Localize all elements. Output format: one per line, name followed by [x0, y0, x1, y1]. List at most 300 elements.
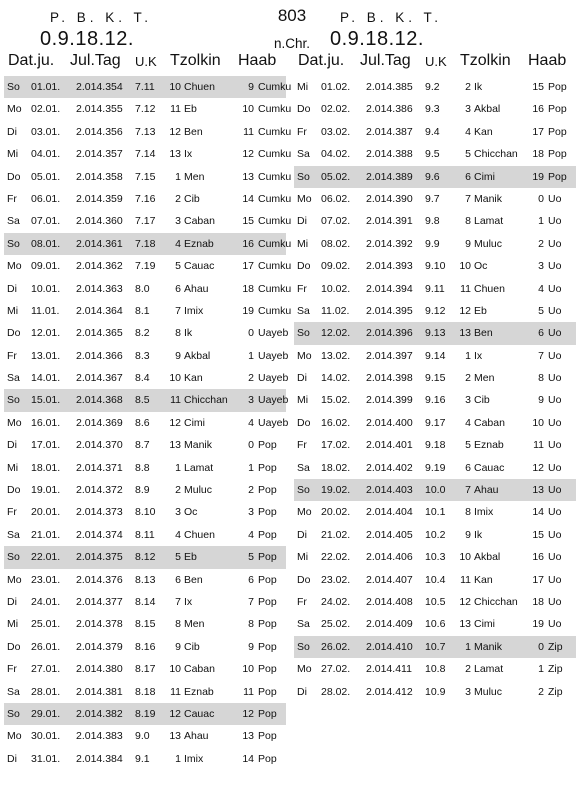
cell-weekday: Fr	[7, 663, 17, 676]
cell-date: 05.02.	[321, 170, 351, 183]
cell-weekday: Mo	[7, 416, 22, 429]
cell-julian-day: 2.014.400	[366, 416, 413, 429]
cell-julian-day: 2.014.407	[366, 573, 413, 586]
table-row	[4, 434, 286, 456]
cell-tzolkin-number: 13	[169, 730, 181, 743]
cell-uk: 9.10	[425, 260, 446, 273]
cell-julian-day: 2.014.405	[366, 528, 413, 541]
cell-tzolkin-name: Chuen	[184, 528, 215, 541]
cell-date: 14.02.	[321, 372, 351, 385]
cell-tzolkin-name: Cib	[474, 394, 490, 407]
cell-date: 04.02.	[321, 148, 351, 161]
cell-haab-month: Cumku	[258, 215, 292, 228]
cell-weekday: Mo	[297, 506, 312, 519]
cell-tzolkin-number: 6	[175, 573, 181, 586]
table-row	[294, 300, 576, 322]
cell-julian-day: 2.014.385	[366, 81, 413, 93]
cell-uk: 10.3	[425, 551, 446, 564]
cell-haab-number: 15	[532, 528, 544, 541]
cell-tzolkin-number: 10	[459, 260, 471, 273]
table-row	[294, 278, 576, 300]
cell-haab-number: 4	[248, 528, 254, 541]
cell-uk: 8.13	[135, 573, 156, 586]
cell-date: 06.02.	[321, 192, 351, 205]
cell-julian-day: 2.014.363	[76, 282, 123, 295]
cell-julian-day: 2.014.387	[366, 125, 413, 138]
cell-tzolkin-number: 6	[465, 461, 471, 474]
table-row	[4, 76, 292, 98]
cell-tzolkin-name: Imix	[474, 506, 494, 519]
cell-uk: 8.3	[135, 349, 150, 362]
cell-tzolkin-number: 3	[175, 506, 181, 519]
cell-tzolkin-number: 9	[175, 349, 181, 362]
cell-haab-number: 13	[242, 170, 254, 183]
cell-haab-month: Pop	[258, 528, 277, 541]
table-row	[4, 389, 289, 411]
cell-haab-number: 11	[533, 439, 544, 452]
cell-haab-number: 3	[248, 506, 254, 519]
cell-haab-month: Uo	[548, 528, 562, 541]
table-row	[294, 76, 576, 98]
cell-haab-number: 2	[248, 372, 254, 385]
table-row	[4, 703, 286, 725]
cell-tzolkin-name: Manik	[184, 439, 213, 452]
cell-tzolkin-name: Eznab	[474, 439, 504, 452]
cell-date: 16.01.	[31, 416, 61, 429]
cell-tzolkin-name: Ben	[474, 327, 493, 340]
cell-julian-day: 2.014.386	[366, 103, 413, 116]
cell-tzolkin-name: Caban	[474, 416, 505, 429]
table-row	[4, 501, 286, 523]
cell-weekday: Fr	[297, 282, 307, 295]
cell-uk: 8.18	[135, 685, 156, 698]
cell-haab-number: 16	[242, 237, 254, 250]
cell-uk: 10.8	[425, 663, 446, 676]
cell-haab-month: Cumku	[258, 260, 292, 273]
cell-julian-day: 2.014.367	[76, 372, 123, 385]
cell-uk: 8.11	[135, 528, 155, 541]
cell-uk: 9.4	[425, 125, 440, 138]
table-row	[294, 501, 576, 523]
table-row	[294, 389, 576, 411]
cell-haab-number: 0	[538, 640, 544, 653]
cell-haab-number: 10	[242, 663, 254, 676]
cell-julian-day: 2.014.357	[76, 148, 123, 161]
cell-uk: 8.5	[135, 394, 150, 407]
cell-weekday: So	[297, 327, 310, 340]
long-count-label: P. B. K. T.	[340, 10, 443, 25]
cell-uk: 9.5	[425, 148, 440, 161]
cell-tzolkin-number: 5	[175, 260, 181, 273]
table-row	[294, 143, 576, 165]
cell-date: 07.01.	[31, 215, 61, 228]
table-row	[294, 681, 576, 703]
cell-date: 17.02.	[321, 439, 351, 452]
cell-tzolkin-name: Cib	[184, 640, 200, 653]
cell-tzolkin-number: 13	[169, 148, 181, 161]
cell-haab-month: Zip	[548, 663, 563, 676]
cell-uk: 7.14	[135, 148, 156, 161]
cell-uk: 8.6	[135, 416, 150, 429]
cell-date: 19.02.	[321, 484, 351, 497]
cell-haab-number: 18	[532, 595, 544, 608]
cell-date: 11.02.	[321, 304, 350, 317]
cell-weekday: Di	[7, 282, 17, 295]
cell-tzolkin-name: Chicchan	[474, 595, 518, 608]
cell-weekday: Mo	[7, 103, 22, 116]
cell-haab-number: 3	[248, 394, 254, 407]
cell-tzolkin-number: 9	[175, 640, 181, 653]
cell-tzolkin-number: 12	[169, 125, 181, 138]
cell-weekday: Mi	[7, 618, 19, 631]
cell-uk: 8.12	[135, 551, 156, 564]
cell-julian-day: 2.014.379	[76, 640, 123, 653]
cell-uk: 7.17	[135, 215, 156, 228]
cell-julian-day: 2.014.401	[366, 439, 413, 452]
cell-tzolkin-number: 2	[465, 663, 471, 676]
header-haab: Haab	[528, 52, 567, 69]
cell-haab-number: 4	[538, 282, 544, 295]
cell-uk: 9.3	[425, 103, 440, 116]
cell-haab-month: Pop	[548, 103, 567, 116]
cell-haab-month: Zip	[548, 640, 563, 653]
cell-haab-month: Uayeb	[258, 394, 289, 407]
table-row	[294, 188, 576, 210]
cell-tzolkin-name: Muluc	[474, 237, 503, 250]
cell-uk: 7.15	[135, 170, 156, 183]
cell-tzolkin-name: Ben	[184, 125, 203, 138]
cell-julian-day: 2.014.358	[76, 170, 123, 183]
long-count-label: P. B. K. T.	[50, 10, 153, 25]
cell-haab-number: 19	[532, 170, 544, 183]
era-label: n.Chr.	[273, 36, 311, 51]
cell-julian-day: 2.014.399	[366, 394, 413, 407]
cell-uk: 9.7	[425, 192, 440, 205]
cell-weekday: Sa	[7, 215, 20, 228]
cell-julian-day: 2.014.404	[366, 506, 413, 519]
cell-date: 23.01.	[31, 573, 61, 586]
cell-tzolkin-number: 2	[175, 484, 181, 497]
table-row	[4, 479, 286, 501]
cell-haab-number: 17	[242, 260, 254, 273]
table-row	[4, 636, 286, 658]
cell-julian-day: 2.014.391	[366, 215, 413, 228]
cell-weekday: Mi	[297, 237, 309, 250]
cell-tzolkin-name: Eznab	[184, 685, 214, 698]
cell-julian-day: 2.014.378	[76, 618, 123, 631]
cell-date: 21.02.	[321, 528, 351, 541]
table-row	[4, 255, 292, 277]
cell-uk: 8.15	[135, 618, 156, 631]
cell-julian-day: 2.014.356	[76, 125, 123, 138]
cell-tzolkin-number: 3	[465, 685, 471, 698]
cell-tzolkin-name: Cimi	[474, 618, 495, 631]
cell-tzolkin-number: 11	[460, 282, 471, 295]
cell-date: 12.02.	[321, 327, 351, 340]
cell-haab-number: 3	[538, 260, 544, 273]
cell-weekday: Fr	[297, 125, 307, 138]
table-row	[294, 166, 576, 188]
cell-tzolkin-number: 11	[460, 573, 471, 586]
cell-weekday: Fr	[7, 192, 17, 205]
cell-tzolkin-number: 1	[175, 170, 181, 183]
table-row	[294, 636, 576, 658]
cell-uk: 7.11	[135, 81, 155, 93]
cell-haab-month: Cumku	[258, 103, 292, 116]
table-row	[4, 412, 289, 434]
header-uk: U.K	[425, 54, 447, 69]
cell-julian-day: 2.014.397	[366, 349, 413, 362]
cell-haab-month: Pop	[258, 484, 277, 497]
table-row	[4, 457, 286, 479]
table-rows	[294, 76, 576, 703]
long-count-value: 0.9.18.12.	[40, 28, 134, 50]
cell-haab-number: 10	[242, 103, 254, 116]
cell-date: 26.02.	[321, 640, 351, 653]
cell-tzolkin-number: 10	[169, 663, 181, 676]
cell-julian-day: 2.014.384	[76, 752, 123, 765]
cell-uk: 7.16	[135, 192, 156, 205]
cell-julian-day: 2.014.361	[76, 237, 123, 250]
cell-tzolkin-name: Eb	[184, 551, 197, 564]
table-row	[294, 210, 576, 232]
cell-haab-month: Uo	[548, 237, 562, 250]
cell-tzolkin-number: 10	[459, 551, 471, 564]
header-julian-day: Jul.Tag	[70, 52, 121, 69]
cell-date: 27.02.	[321, 663, 351, 676]
cell-weekday: So	[297, 640, 310, 653]
table-row	[294, 121, 576, 143]
cell-tzolkin-number: 9	[465, 528, 471, 541]
table-row	[4, 658, 286, 680]
cell-haab-number: 9	[248, 81, 254, 93]
cell-tzolkin-name: Cauac	[184, 707, 215, 720]
table-row	[4, 188, 292, 210]
cell-tzolkin-number: 13	[169, 439, 181, 452]
cell-haab-month: Cumku	[258, 125, 292, 138]
cell-julian-day: 2.014.376	[76, 573, 123, 586]
cell-tzolkin-number: 6	[465, 170, 471, 183]
cell-date: 29.01.	[31, 707, 61, 720]
cell-haab-month: Pop	[548, 170, 567, 183]
cell-haab-month: Uo	[548, 573, 562, 586]
cell-julian-day: 2.014.393	[366, 260, 413, 273]
long-count-header	[294, 8, 576, 52]
cell-julian-day: 2.014.406	[366, 551, 413, 564]
cell-tzolkin-name: Cauac	[184, 260, 215, 273]
cell-weekday: Sa	[297, 618, 310, 631]
cell-date: 30.01.	[31, 730, 61, 743]
cell-tzolkin-number: 8	[465, 506, 471, 519]
cell-date: 31.01.	[31, 752, 61, 765]
cell-tzolkin-name: Eb	[474, 304, 487, 317]
cell-haab-number: 19	[242, 304, 254, 317]
header-haab: Haab	[238, 52, 277, 69]
table-row	[294, 591, 576, 613]
cell-haab-number: 2	[538, 685, 544, 698]
cell-tzolkin-name: Chuen	[184, 81, 215, 93]
cell-date: 08.01.	[31, 237, 61, 250]
cell-julian-day: 2.014.383	[76, 730, 123, 743]
table-row	[4, 278, 292, 300]
cell-tzolkin-number: 8	[465, 215, 471, 228]
cell-tzolkin-number: 7	[175, 304, 181, 317]
cell-haab-number: 12	[242, 707, 254, 720]
cell-tzolkin-number: 11	[170, 103, 181, 116]
cell-date: 03.01.	[31, 125, 61, 138]
cell-tzolkin-number: 11	[170, 394, 181, 407]
cell-tzolkin-name: Ix	[184, 148, 193, 161]
cell-uk: 8.9	[135, 484, 150, 497]
cell-weekday: Sa	[7, 528, 20, 541]
cell-haab-number: 16	[532, 103, 544, 116]
cell-uk: 8.1	[135, 304, 150, 317]
cell-weekday: Do	[297, 103, 311, 116]
cell-date: 24.01.	[31, 595, 61, 608]
cell-uk: 9.12	[425, 304, 446, 317]
cell-julian-day: 2.014.375	[76, 551, 123, 564]
cell-uk: 9.18	[425, 439, 446, 452]
cell-haab-month: Uayeb	[258, 349, 289, 362]
cell-tzolkin-name: Cimi	[474, 170, 495, 183]
cell-haab-number: 0	[248, 327, 254, 340]
cell-tzolkin-number: 7	[175, 595, 181, 608]
cell-haab-month: Uayeb	[258, 327, 289, 340]
cell-weekday: Mi	[297, 81, 309, 93]
table-row	[4, 681, 286, 703]
cell-uk: 9.1	[135, 752, 150, 765]
cell-uk: 9.17	[425, 416, 446, 429]
cell-date: 07.02.	[321, 215, 351, 228]
cell-tzolkin-name: Chicchan	[184, 394, 228, 407]
cell-julian-day: 2.014.395	[366, 304, 413, 317]
cell-haab-number: 0	[248, 439, 254, 452]
cell-julian-day: 2.014.366	[76, 349, 123, 362]
cell-uk: 7.12	[135, 103, 156, 116]
cell-haab-month: Uo	[548, 372, 562, 385]
cell-haab-month: Pop	[258, 573, 277, 586]
cell-weekday: Mo	[297, 349, 312, 362]
cell-tzolkin-name: Cib	[184, 192, 200, 205]
cell-date: 10.01.	[31, 282, 61, 295]
cell-tzolkin-name: Manik	[474, 192, 503, 205]
cell-haab-number: 10	[532, 416, 544, 429]
cell-tzolkin-number: 7	[465, 192, 471, 205]
cell-weekday: Do	[297, 260, 311, 273]
cell-uk: 10.6	[425, 618, 446, 631]
cell-tzolkin-name: Men	[184, 170, 205, 183]
table-row	[4, 569, 286, 591]
cell-tzolkin-name: Imix	[184, 304, 204, 317]
cell-weekday: Do	[7, 640, 21, 653]
cell-tzolkin-name: Eb	[184, 103, 197, 116]
table-row	[4, 367, 289, 389]
cell-haab-month: Cumku	[258, 282, 292, 295]
cell-uk: 10.5	[425, 595, 446, 608]
cell-uk: 9.16	[425, 394, 446, 407]
cell-date: 22.02.	[321, 551, 351, 564]
cell-uk: 10.2	[425, 528, 446, 541]
cell-julian-day: 2.014.362	[76, 260, 123, 273]
cell-date: 08.02.	[321, 237, 351, 250]
cell-julian-day: 2.014.377	[76, 595, 123, 608]
cell-julian-day: 2.014.365	[76, 327, 123, 340]
cell-date: 19.01.	[31, 484, 61, 497]
cell-date: 09.02.	[321, 260, 351, 273]
cell-tzolkin-name: Akbal	[184, 349, 211, 362]
cell-tzolkin-number: 12	[459, 595, 471, 608]
cell-tzolkin-number: 1	[175, 752, 181, 765]
cell-weekday: Sa	[297, 304, 310, 317]
cell-tzolkin-number: 13	[459, 618, 471, 631]
cell-julian-day: 2.014.390	[366, 192, 413, 205]
cell-haab-month: Cumku	[258, 237, 292, 250]
cell-tzolkin-name: Ik	[474, 528, 483, 541]
cell-weekday: So	[7, 707, 20, 720]
table-row	[294, 569, 576, 591]
cell-tzolkin-name: Akbal	[474, 551, 501, 564]
cell-haab-month: Pop	[258, 685, 277, 698]
cell-tzolkin-name: Ahau	[474, 484, 499, 497]
cell-date: 28.01.	[31, 685, 61, 698]
cell-date: 20.01.	[31, 506, 61, 519]
cell-haab-month: Pop	[258, 439, 277, 452]
cell-tzolkin-name: Cauac	[474, 461, 505, 474]
table-row	[294, 434, 576, 456]
cell-date: 16.02.	[321, 416, 351, 429]
cell-haab-month: Cumku	[258, 81, 292, 93]
cell-weekday: Di	[7, 125, 17, 138]
cell-tzolkin-name: Men	[474, 372, 495, 385]
cell-haab-month: Uo	[548, 394, 562, 407]
cell-julian-day: 2.014.389	[366, 170, 413, 183]
cell-haab-month: Pop	[258, 752, 277, 765]
header-tzolkin: Tzolkin	[460, 52, 511, 69]
cell-date: 05.01.	[31, 170, 61, 183]
cell-tzolkin-number: 1	[175, 461, 181, 474]
cell-julian-day: 2.014.368	[76, 394, 123, 407]
cell-haab-number: 6	[248, 573, 254, 586]
cell-weekday: Di	[297, 215, 307, 228]
cell-date: 21.01.	[31, 528, 61, 541]
cell-haab-month: Pop	[258, 595, 277, 608]
table-row	[294, 412, 576, 434]
cell-date: 12.01.	[31, 327, 61, 340]
cell-julian-day: 2.014.394	[366, 282, 413, 295]
table-row	[4, 166, 292, 188]
cell-weekday: Mo	[297, 663, 312, 676]
cell-tzolkin-name: Muluc	[474, 685, 503, 698]
cell-weekday: Di	[297, 372, 307, 385]
cell-tzolkin-name: Lamat	[474, 663, 504, 676]
cell-uk: 8.16	[135, 640, 156, 653]
cell-weekday: Di	[7, 595, 17, 608]
cell-tzolkin-number: 4	[465, 125, 471, 138]
cell-tzolkin-name: Chicchan	[474, 148, 518, 161]
cell-julian-day: 2.014.410	[366, 640, 413, 653]
cell-date: 26.01.	[31, 640, 61, 653]
cell-tzolkin-number: 5	[175, 551, 181, 564]
cell-haab-month: Pop	[548, 125, 567, 138]
cell-julian-day: 2.014.369	[76, 416, 123, 429]
cell-haab-month: Uo	[548, 461, 562, 474]
cell-tzolkin-number: 3	[465, 103, 471, 116]
cell-tzolkin-number: 12	[169, 707, 181, 720]
cell-tzolkin-number: 11	[170, 685, 181, 698]
cell-tzolkin-name: Ahau	[184, 282, 209, 295]
cell-tzolkin-name: Ik	[474, 81, 483, 93]
cell-haab-month: Uo	[548, 506, 562, 519]
